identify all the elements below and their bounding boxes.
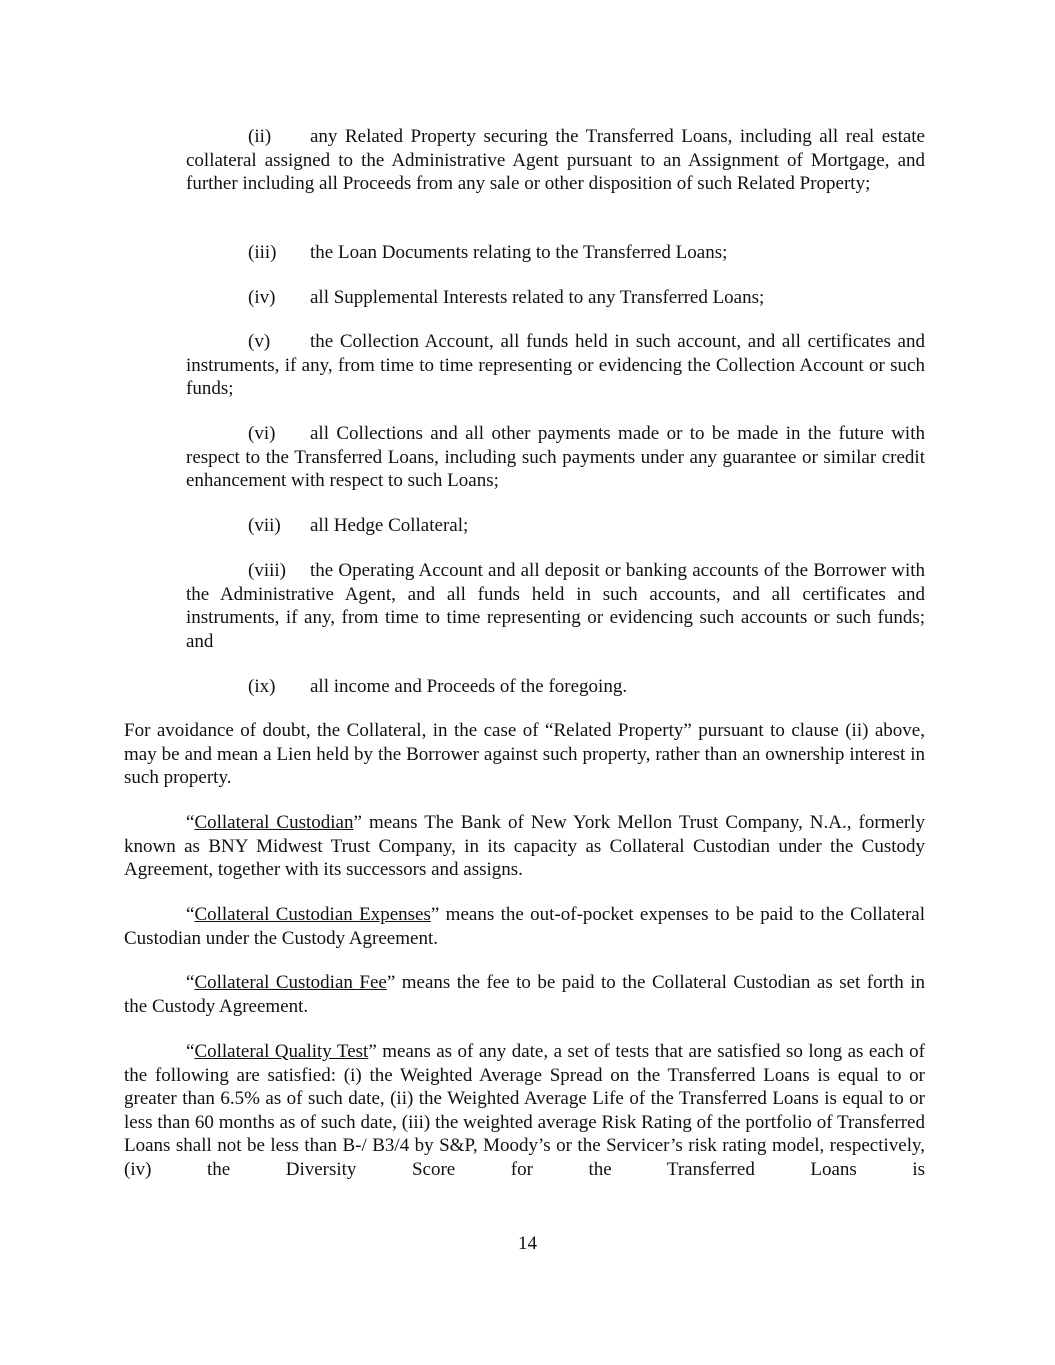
clause-text: the Collection Account, all funds held in such account, and all certificates and instruments, if any, from time to time representing or evidencing the Collection Account or such funds; [186, 331, 925, 400]
clause-viii [186, 559, 925, 653]
clause-number: (vii) [248, 515, 281, 536]
clause-vi [186, 422, 925, 493]
defined-term: Collateral Quality Test [194, 1041, 369, 1062]
defined-term: Collateral Custodian [194, 812, 354, 833]
clause-number: (vi) [248, 423, 276, 444]
open-quote: “ [186, 904, 195, 925]
definition-body: ” means as of any date, a set of tests that are satisfied so long as each of the following are satisfied: (i) the Weighted Average Spread on the Transferred Loans is equal to or greater than 6.5% as of such date, (ii) the Weighted Average Life of the Transferred Loans is equal to or less than 60 months as of such date, (iii) the weighted average Risk Rating of the portfolio of Transferred Loans shall not be less than B-/ B3/4 by S&P, Moody’s or the Servicer’s risk rating model, respectively, (iv) the Diversity Score for the Transferred Loans is [124, 1041, 925, 1180]
clause-text: all Collections and all other payments made or to be made in the future with respect to the Transferred Loans, including such payments under any guarantee or similar credit enhancement with respect to such Loans; [186, 423, 925, 492]
definition-collateral-quality-test [124, 1040, 925, 1205]
open-quote: “ [186, 1041, 195, 1062]
definition-collateral-custodian-expenses [124, 903, 925, 950]
clause-number: (iii) [248, 242, 277, 263]
clause-number: (iv) [248, 287, 276, 308]
defined-term: Collateral Custodian Fee [194, 972, 387, 993]
clause-v [186, 330, 925, 401]
open-quote: “ [186, 812, 195, 833]
definition-collateral-custodian [124, 811, 925, 882]
clause-ix [186, 675, 925, 699]
definition-body: ” means the fee to be paid to the Collateral Custodian as set forth in the Custody Agreement. [124, 972, 925, 1017]
open-quote: “ [186, 972, 195, 993]
page-number: 14 [518, 1233, 537, 1254]
clause-ii [186, 125, 925, 196]
avoidance-paragraph: For avoidance of doubt, the Collateral, in the case of “Related Property” pursuant to clause (ii) above, may be and mean a Lien held by the Borrower against such property, rather than an ownership interest in such property. [124, 720, 925, 789]
clause-text: any Related Property securing the Transferred Loans, including all real estate collateral assigned to the Administrative Agent pursuant to an Assignment of Mortgage, and further including all Proceeds from any sale or other disposition of such Related Property; [186, 126, 925, 195]
clause-text: the Loan Documents relating to the Transferred Loans; [310, 242, 728, 263]
clause-text: the Operating Account and all deposit or banking accounts of the Borrower with the Administrative Agent, and all funds held in such accounts, and all certificates and instruments, if any, from time to time representing or evidencing such accounts or such funds; and [186, 560, 925, 652]
clause-vii [186, 514, 925, 538]
definition-collateral-custodian-fee [124, 971, 925, 1018]
defined-term: Collateral Custodian Expenses [194, 904, 431, 925]
clause-number: (ix) [248, 676, 276, 697]
clause-text: all income and Proceeds of the foregoing. [310, 676, 628, 697]
clause-text: all Supplemental Interests related to any Transferred Loans; [310, 287, 765, 308]
clause-text: all Hedge Collateral; [310, 515, 469, 536]
definition-body: ” means The Bank of New York Mellon Trust Company, N.A., formerly known as BNY Midwest Trust Company, in its capacity as Collateral Custodian under the Custody Agreement, together with its successors and assigns. [124, 812, 925, 881]
clause-number: (viii) [248, 560, 286, 581]
definition-body: ” means the out-of-pocket expenses to be paid to the Collateral Custodian under the Custody Agreement. [124, 904, 925, 949]
clause-number: (v) [248, 331, 271, 352]
clause-iv [186, 286, 925, 310]
clause-iii [186, 241, 925, 265]
clause-number: (ii) [248, 126, 272, 147]
